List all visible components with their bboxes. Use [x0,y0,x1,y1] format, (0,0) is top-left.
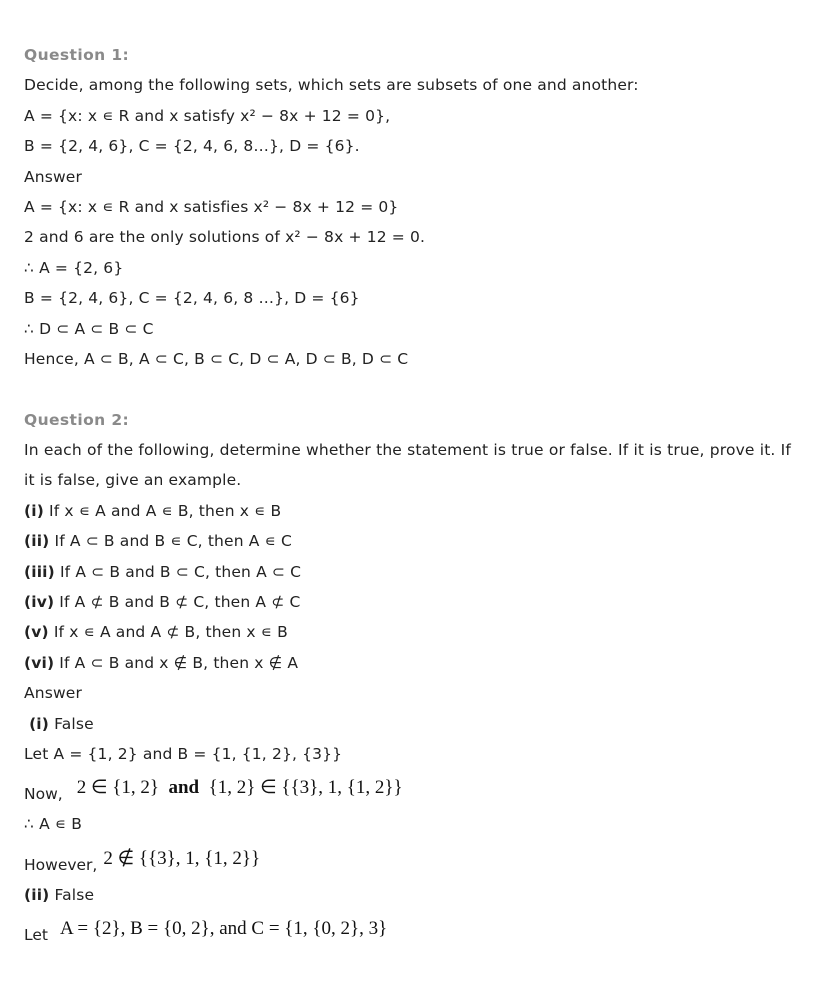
let-formula: A = {2}, B = {0, 2}, and C = {1, {0, 2}, 3} [59,918,388,940]
q2-answer-i-let: Let A = {1, 2} and B = {1, {1, 2}, {3}} [24,745,343,764]
let-line [24,910,791,950]
however-label: However, [24,855,98,874]
q2-statement [24,617,791,647]
q2-statement [24,496,791,526]
q1-answer-line: ∴ D ⊂ A ⊂ B ⊂ C [24,319,154,338]
statement-label: (iii) [24,562,55,581]
statement-text: If A ⊄ B and B ⊄ C, then A ⊄ C [59,593,301,612]
q1-answer-line: 2 and 6 are the only solutions of x² − 8x + 12 = 0. [24,228,426,247]
therefore-line: ∴ A ∊ B [24,815,83,834]
q1-answer-line: Hence, A ⊂ B, A ⊂ C, B ⊂ C, D ⊂ A, D ⊂ B, D ⊂ C [24,349,409,368]
answer-ii-label: (ii) [24,885,50,904]
statement-label: (iv) [24,593,55,612]
q2-answer-ii [24,880,791,910]
answer-ii-verdict: False [54,885,95,904]
however-formula: 2 ∉ {{3}, 1, {1, 2}} [103,847,261,869]
statement-label: (v) [24,623,49,642]
q1-prompt: Decide, among the following sets, which sets are subsets of one and another: [24,76,639,95]
now-line [24,769,791,809]
q2-statement [24,557,791,587]
let-label: Let [24,926,48,945]
q2-statement [24,526,791,556]
q2-prompt: In each of the following, determine whether the statement is true or false. If it is true, prove it. If it is false, give an example. [24,441,791,490]
question-1-title: Question 1: [24,46,130,64]
statement-text: If x ∊ A and A ⊄ B, then x ∊ B [53,623,288,642]
statement-label: (ii) [24,532,50,551]
now-formula-and: and [168,777,200,799]
statement-text: If A ⊂ B and x ∉ B, then x ∉ A [59,653,299,672]
q2-statement [24,648,791,678]
q1-answer-line: ∴ A = {2, 6} [24,258,124,277]
q1-answer-line: B = {2, 4, 6}, C = {2, 4, 6, 8 …}, D = {6} [24,289,360,308]
statement-text: If A ⊂ B and B ⊂ C, then A ⊂ C [59,562,302,581]
q2-answer-i [24,709,791,739]
q1-answer-line: A = {x: x ∊ R and x satisfies x² − 8x + 12 = 0} [24,197,399,216]
now-formula [77,776,403,799]
q1-definition-a: A = {x: x ∊ R and x satisfy x² − 8x + 12 = 0}, [24,106,391,125]
q2-answer-label: Answer [24,684,82,703]
answer-i-verdict: False [54,714,94,733]
now-formula-part-b: {1, 2} ∈ {{3}, 1, {1, 2}} [208,777,403,799]
q1-answer-label: Answer [24,167,82,186]
answer-i-label: (i) [29,714,50,733]
statement-text: If A ⊂ B and B ∊ C, then A ∊ C [54,532,292,551]
q1-definition-bcd: B = {2, 4, 6}, C = {2, 4, 6, 8…}, D = {6}. [24,137,360,156]
however-line [24,840,791,880]
q2-statement [24,587,791,617]
statement-label: (i) [24,501,44,520]
spacer [24,374,791,404]
now-formula-part-a: 2 ∈ {1, 2} [76,777,159,799]
statement-text: If x ∊ A and A ∊ B, then x ∊ B [49,501,282,520]
now-label: Now, [24,785,63,804]
question-2-title: Question 2: [24,410,130,429]
statement-label: (vi) [24,653,55,672]
